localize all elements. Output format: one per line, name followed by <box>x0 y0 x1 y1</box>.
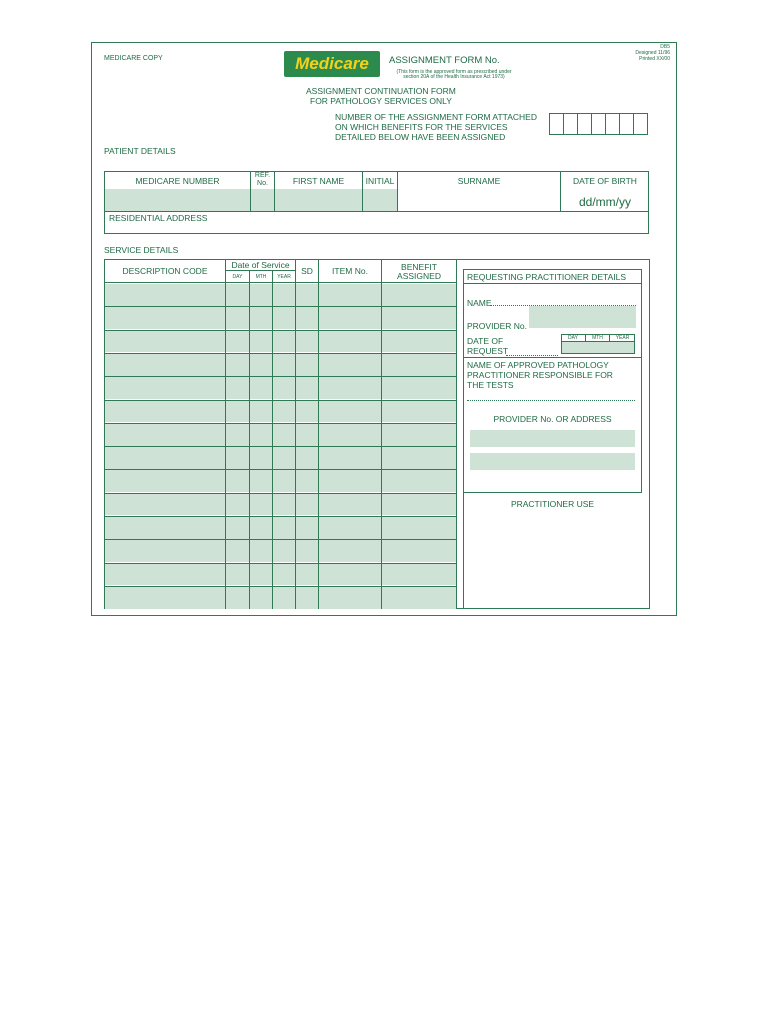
copy-label: MEDICARE COPY <box>104 55 163 62</box>
requesting-practitioner-heading: REQUESTING PRACTITIONER DETAILS <box>467 272 627 282</box>
service-cell[interactable] <box>105 377 225 399</box>
row-divider <box>104 376 456 377</box>
service-cell[interactable] <box>296 377 318 399</box>
digit-divider <box>591 113 592 135</box>
service-cell[interactable] <box>226 493 249 515</box>
service-cell[interactable] <box>382 517 456 539</box>
service-cell[interactable] <box>226 330 249 352</box>
service-cell[interactable] <box>226 353 249 375</box>
service-cell[interactable] <box>319 540 381 562</box>
approved-name-field[interactable] <box>467 399 635 401</box>
service-cell[interactable] <box>319 470 381 492</box>
ref-label-2: No. <box>257 180 268 187</box>
service-cell[interactable] <box>296 307 318 329</box>
benefit-label-1: BENEFIT <box>401 262 437 272</box>
approved-label-1: NAME OF APPROVED PATHOLOGY <box>467 360 609 370</box>
service-cell[interactable] <box>250 284 272 306</box>
number-label-2: ON WHICH BENEFITS FOR THE SERVICES <box>335 122 508 132</box>
service-cell[interactable] <box>250 493 272 515</box>
row-divider <box>104 423 456 424</box>
row-divider <box>104 539 456 540</box>
service-cell[interactable] <box>382 400 456 422</box>
service-cell[interactable] <box>319 423 381 445</box>
service-cell[interactable] <box>250 447 272 469</box>
service-cell[interactable] <box>273 377 295 399</box>
service-cell[interactable] <box>250 470 272 492</box>
request-year-label: YEAR <box>615 335 630 341</box>
service-cell[interactable] <box>226 400 249 422</box>
mth-label: MTH <box>255 274 267 280</box>
service-cell[interactable] <box>226 284 249 306</box>
row-divider <box>104 306 456 307</box>
service-cell[interactable] <box>273 563 295 585</box>
col-divider <box>456 259 457 609</box>
service-cell[interactable] <box>105 586 225 608</box>
initial-field[interactable] <box>363 189 397 211</box>
service-cell[interactable] <box>296 400 318 422</box>
row-divider <box>104 563 456 564</box>
service-cell[interactable] <box>105 400 225 422</box>
row-divider <box>104 330 456 331</box>
panel-divider <box>463 283 642 284</box>
surname-label: SURNAME <box>457 176 501 186</box>
service-cell[interactable] <box>226 517 249 539</box>
request-date-shade <box>562 342 634 353</box>
service-cell[interactable] <box>226 586 249 608</box>
row-divider <box>104 400 456 401</box>
provider-or-address-field-2[interactable] <box>470 453 635 470</box>
service-cell[interactable] <box>296 423 318 445</box>
medicare-logo: Medicare <box>284 51 380 77</box>
service-cell[interactable] <box>105 330 225 352</box>
row-divider <box>104 516 456 517</box>
practitioner-use-label: PRACTITIONER USE <box>510 499 595 509</box>
service-cell[interactable] <box>273 493 295 515</box>
dob-field[interactable]: dd/mm/yy <box>578 195 631 209</box>
service-cell[interactable] <box>296 470 318 492</box>
provider-no-label: PROVIDER No. <box>467 321 527 331</box>
service-cell[interactable] <box>296 447 318 469</box>
first-name-label: FIRST NAME <box>292 176 345 186</box>
service-cell[interactable] <box>226 447 249 469</box>
service-cell[interactable] <box>250 517 272 539</box>
service-cell[interactable] <box>382 423 456 445</box>
service-cell[interactable] <box>250 563 272 585</box>
service-cell[interactable] <box>382 447 456 469</box>
service-cell[interactable] <box>382 377 456 399</box>
service-cell[interactable] <box>319 517 381 539</box>
service-cell[interactable] <box>105 284 225 306</box>
service-cell[interactable] <box>319 377 381 399</box>
dob-label: DATE OF BIRTH <box>573 176 637 186</box>
service-cell[interactable] <box>319 400 381 422</box>
service-cell[interactable] <box>273 586 295 608</box>
service-cell[interactable] <box>105 493 225 515</box>
service-cell[interactable] <box>319 493 381 515</box>
service-cell[interactable] <box>273 353 295 375</box>
request-mth-label: MTH <box>592 335 603 341</box>
row-divider <box>104 446 456 447</box>
digit-divider <box>577 113 578 135</box>
sd-label: SD <box>301 266 313 276</box>
service-cell[interactable] <box>250 400 272 422</box>
service-cell[interactable] <box>382 330 456 352</box>
service-cell[interactable] <box>105 423 225 445</box>
service-cell[interactable] <box>382 540 456 562</box>
row-divider <box>104 469 456 470</box>
service-cell[interactable] <box>273 470 295 492</box>
service-cell[interactable] <box>105 540 225 562</box>
service-cell[interactable] <box>382 470 456 492</box>
form-code: DB5 <box>660 44 670 50</box>
service-cell[interactable] <box>105 517 225 539</box>
service-cell[interactable] <box>273 447 295 469</box>
service-cell[interactable] <box>319 586 381 608</box>
benefit-label-2: ASSIGNED <box>397 271 441 281</box>
address-label: RESIDENTIAL ADDRESS <box>109 213 208 223</box>
designed-date: Designed 11/96 <box>635 50 670 56</box>
panel-divider <box>463 357 642 358</box>
digit-divider <box>633 113 634 135</box>
service-cell[interactable] <box>273 307 295 329</box>
service-cell[interactable] <box>382 586 456 608</box>
first-name-field[interactable] <box>275 189 362 211</box>
service-cell[interactable] <box>382 353 456 375</box>
service-cell[interactable] <box>250 377 272 399</box>
form-note-2: section 20A of the Health Insurance Act 1973) <box>403 74 505 80</box>
service-cell[interactable] <box>105 470 225 492</box>
approved-label-3: THE TESTS <box>467 380 514 390</box>
medicare-number-label: MEDICARE NUMBER <box>135 176 220 186</box>
name-label: NAME <box>467 298 492 308</box>
service-cell[interactable] <box>250 353 272 375</box>
panel-left-rule <box>463 269 464 609</box>
form-title: ASSIGNMENT FORM No. <box>389 55 500 66</box>
service-cell[interactable] <box>382 307 456 329</box>
date-of-request-label-1: DATE OF <box>467 336 504 346</box>
service-cell[interactable] <box>319 330 381 352</box>
service-cell[interactable] <box>382 563 456 585</box>
number-label-3: DETAILED BELOW HAVE BEEN ASSIGNED <box>335 132 506 142</box>
service-cell[interactable] <box>296 517 318 539</box>
digit-divider <box>605 113 606 135</box>
continuation-title-1: ASSIGNMENT CONTINUATION FORM <box>306 86 456 96</box>
service-cell[interactable] <box>105 307 225 329</box>
medicare-number-field[interactable] <box>105 189 250 211</box>
service-cell[interactable] <box>105 563 225 585</box>
service-cell[interactable] <box>250 423 272 445</box>
service-cell[interactable] <box>273 400 295 422</box>
service-cell[interactable] <box>226 540 249 562</box>
digit-divider <box>563 113 564 135</box>
service-cell[interactable] <box>226 423 249 445</box>
date-subheader-divider <box>225 270 295 271</box>
service-cell[interactable] <box>250 586 272 608</box>
service-cell[interactable] <box>250 540 272 562</box>
service-cell[interactable] <box>273 517 295 539</box>
item-no-label: ITEM No. <box>332 266 368 276</box>
service-cell[interactable] <box>296 563 318 585</box>
service-cell[interactable] <box>319 284 381 306</box>
request-dots <box>506 354 558 356</box>
service-cell[interactable] <box>319 353 381 375</box>
ref-number-field[interactable] <box>251 189 274 211</box>
service-cell[interactable] <box>319 447 381 469</box>
form-note-1: (This form is the approved form as prescribed under <box>396 69 512 75</box>
service-cell[interactable] <box>319 307 381 329</box>
printed-date: Printed XX/00 <box>639 56 670 62</box>
service-cell[interactable] <box>319 563 381 585</box>
service-cell[interactable] <box>296 284 318 306</box>
row-divider <box>104 586 456 587</box>
service-cell[interactable] <box>296 353 318 375</box>
description-code-label: DESCRIPTION CODE <box>122 266 208 276</box>
service-cell[interactable] <box>273 423 295 445</box>
service-cell[interactable] <box>382 284 456 306</box>
service-cell[interactable] <box>105 447 225 469</box>
service-cell[interactable] <box>296 330 318 352</box>
number-label-1: NUMBER OF THE ASSIGNMENT FORM ATTACHED <box>335 112 537 122</box>
digit-divider <box>619 113 620 135</box>
service-details-heading: SERVICE DETAILS <box>104 245 179 255</box>
service-cell[interactable] <box>273 284 295 306</box>
service-cell[interactable] <box>296 540 318 562</box>
service-cell[interactable] <box>296 586 318 608</box>
row-divider <box>104 353 456 354</box>
approved-label-2: PRACTITIONER RESPONSIBLE FOR <box>467 370 613 380</box>
day-label: DAY <box>232 274 243 280</box>
service-cell[interactable] <box>382 493 456 515</box>
patient-details-heading: PATIENT DETAILS <box>104 146 176 156</box>
date-of-service-label: Date of Service <box>231 260 290 270</box>
continuation-title-2: FOR PATHOLOGY SERVICES ONLY <box>310 96 452 106</box>
service-cell[interactable] <box>273 540 295 562</box>
year-label: YEAR <box>277 274 291 280</box>
provider-or-address-field-1[interactable] <box>470 430 635 447</box>
service-cell[interactable] <box>226 377 249 399</box>
service-cell[interactable] <box>296 493 318 515</box>
provider-no-field[interactable] <box>529 306 636 328</box>
service-cell[interactable] <box>273 330 295 352</box>
ref-label-1: REF. <box>254 172 271 179</box>
service-cell[interactable] <box>226 563 249 585</box>
initial-label: INITIAL <box>365 176 395 186</box>
provider-or-address-label: PROVIDER No. OR ADDRESS <box>493 414 612 424</box>
row-divider <box>104 493 456 494</box>
patient-row-divider <box>104 211 649 212</box>
service-cell[interactable] <box>250 330 272 352</box>
service-cell[interactable] <box>105 353 225 375</box>
service-cell[interactable] <box>250 307 272 329</box>
request-day-label: DAY <box>568 335 578 341</box>
date-of-request-label-2: REQUEST <box>467 346 509 356</box>
service-cell[interactable] <box>226 470 249 492</box>
service-cell[interactable] <box>226 307 249 329</box>
